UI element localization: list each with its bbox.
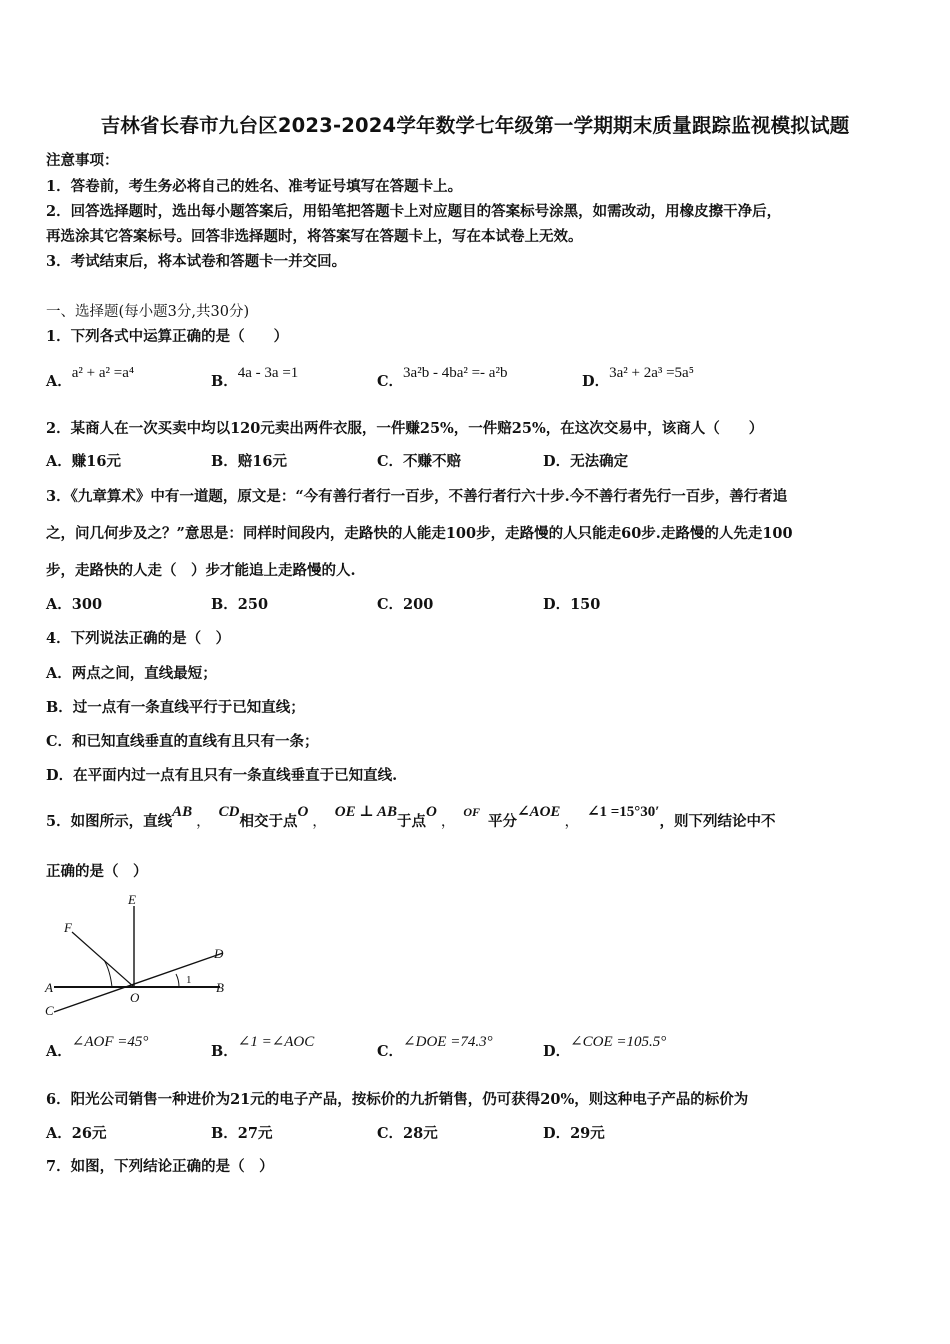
section-heading: 一、选择题(每小题3分,共30分) [46,304,250,320]
q3-option-b [211,595,268,615]
option-text: 150 [570,596,601,613]
question-5-stem [46,804,776,832]
q5-text: 平分 [488,813,518,830]
notice-heading: 注意事项： [46,152,119,169]
q3-option-c [377,595,433,615]
q5-math: ∠AOE [517,804,561,820]
page-title: 吉林省长春市九台区2023-2024学年数学七年级第一学期期末质量跟踪监视模拟试题 [100,114,850,137]
q1-option-a [46,363,135,390]
option-math: 4a - 3a =1 [237,365,299,381]
option-math: 3a²b - 4ba² =- a²b [403,365,508,381]
option-text: 250 [237,596,269,613]
q5-math: OE ⊥ AB [334,804,397,820]
q4-option-b: B．过一点有一条直线平行于已知直线； [46,699,305,716]
q5-text: ，则下列结论中不 [659,813,776,830]
option-text: 赚16元 [71,453,121,470]
q3-option-d [543,595,600,615]
q4-option-c: C．和已知直线垂直的直线有且只有一条； [46,733,319,750]
q2-option-d [543,452,628,472]
option-label: A． [46,1043,72,1060]
q1-option-d [582,363,694,390]
option-text: 29元 [570,1125,605,1142]
q4-option-a: A．两点之间，直线最短； [46,665,217,682]
q1-option-c [377,363,508,390]
q5-text: ， [312,814,327,830]
option-text: 赔16元 [237,453,287,470]
notice-item: 2．回答选择题时，选出每小题答案后，用铅笔把答题卡上对应题目的答案标号涂黑，如需改动，用橡皮擦干净后， [46,203,782,220]
q5-text: 于点 [397,813,426,830]
option-label: C． [377,453,404,470]
q5-math: O [426,804,437,820]
option-text: 300 [71,596,103,613]
option-label: B． [211,1125,238,1142]
q2-option-b [211,452,287,472]
option-text: 27元 [237,1125,273,1142]
notice-item: 3．考试结束后，将本试卷和答题卡一并交回。 [46,253,347,270]
label-b: B [216,980,224,995]
q5-text: ， [564,814,579,830]
q5-math: OF [463,805,481,819]
ray-of [72,932,134,987]
option-label: D． [543,1125,571,1142]
q5-text: ， [196,814,211,830]
option-label: C． [377,1125,404,1142]
label-f: F [64,920,72,935]
question-3-line: 3．《九章算术》中有一道题，原文是：“今有善行者行一百步，不善行者行六十步.今不善行者先行一百步，善行者追 [46,488,788,505]
q1-option-b [211,363,299,390]
option-label: C． [377,596,404,613]
option-math: ∠AOF =45° [71,1034,149,1050]
option-label: C． [377,1043,404,1060]
question-2-stem: 2．某商人在一次买卖中均以120元卖出两件衣服，一件赚25%，一件赔25%，在这次交易中，该商人（ ） [46,420,764,437]
question-4-stem: 4．下列说法正确的是（ ） [46,630,231,647]
q2-option-a [46,452,121,472]
option-label: A． [46,1125,72,1142]
option-text: 无法确定 [570,453,629,470]
option-label: D． [543,596,571,613]
question-5-line2: 正确的是（ ） [46,863,148,880]
q5-math: AB [172,804,193,820]
option-label: A． [46,373,72,390]
q6-option-a [46,1124,106,1144]
option-text: 不赚不赔 [403,453,462,470]
option-text: 28元 [403,1125,438,1142]
question-3-line: 之，问几何步及之？”意思是：同样时间段内，走路快的人能走100步，走路慢的人只能走60步.走路慢的人先走100 [46,525,793,542]
option-label: C． [377,373,404,390]
label-angle-1: 1 [186,974,192,986]
question-1-stem: 1．下列各式中运算正确的是（ ） [46,328,289,345]
q5-text: 5．如图所示，直线 [46,813,173,830]
question-7-stem: 7．如图，下列结论正确的是（ ） [46,1158,274,1175]
q5-option-a [46,1032,149,1060]
q5-option-c [377,1032,493,1060]
label-o: O [130,990,140,1005]
option-math: 3a² + 2a³ =5a⁵ [609,365,694,381]
q3-option-a [46,595,102,615]
notice-item: 再选涂其它答案标号。回答非选择题时，将答案写在答题卡上，写在本试卷上无效。 [46,228,583,245]
label-a: A [45,980,53,995]
q5-figure [40,888,240,1023]
option-label: B． [211,453,238,470]
q5-option-d [543,1032,667,1060]
q5-text: ， [440,814,456,830]
q6-option-c [377,1124,438,1144]
notice-item: 1．答卷前，考生务必将自己的姓名、准考证号填写在答题卡上。 [46,178,463,195]
label-d: D [214,946,224,961]
label-c: C [45,1003,54,1018]
option-math: ∠1 =∠AOC [237,1034,315,1050]
option-math: ∠DOE =74.3° [403,1034,493,1050]
option-label: A． [46,596,72,613]
question-6-stem: 6．阳光公司销售一种进价为21元的电子产品，按标价的九折销售，仍可获得20%，则这种电子产品的标价为 [46,1091,749,1108]
option-text: 26元 [71,1125,107,1142]
angle-1-arc [176,974,179,987]
q4-option-d: D．在平面内过一点有且只有一条直线垂直于已知直线. [46,767,398,784]
option-math: ∠COE =105.5° [570,1034,667,1050]
label-e: E [128,892,136,907]
option-label: A． [46,453,72,470]
q5-math: O [297,804,309,820]
q5-text: 相交于点 [239,813,298,830]
option-label: D． [543,453,571,470]
q5-math: CD [218,804,240,820]
question-3-line: 步，走路快的人走（ ）步才能追上走路慢的人. [46,562,356,579]
option-label: D． [543,1043,571,1060]
q6-option-b [211,1124,272,1144]
option-math: a² + a² =a⁴ [71,365,135,381]
option-label: B． [211,596,238,613]
option-text: 200 [403,596,434,613]
option-label: B． [211,1043,238,1060]
option-label: D． [582,373,610,390]
q5-option-b [211,1032,315,1060]
option-label: B． [211,373,238,390]
q2-option-c [377,452,461,472]
q5-math: ∠1 =15°30′ [586,804,660,820]
q6-option-d [543,1124,605,1144]
